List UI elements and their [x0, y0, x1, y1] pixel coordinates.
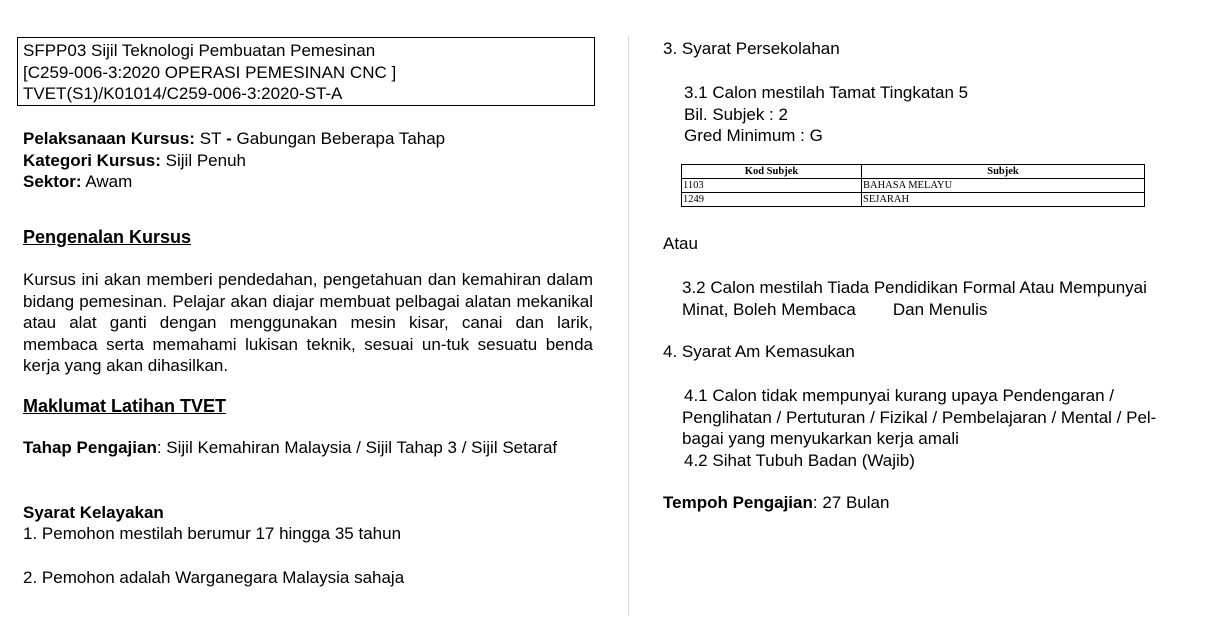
tempoh-value: : 27 Bulan: [812, 493, 890, 512]
col-header-subjek: Subjek: [862, 165, 1145, 179]
intro-heading: Pengenalan Kursus: [23, 227, 192, 247]
tempoh-pengajian: [663, 492, 889, 514]
bil-subjek: Bil. Subjek : 2: [684, 104, 788, 124]
kemasukan-req-1-line-2: Penglihatan / Pertuturan / Fizikal / Pembelajaran / Mental / Pel-: [682, 407, 1157, 427]
cell-subjek: SEJARAH: [862, 193, 1145, 207]
kategori-label: Kategori Kursus:: [23, 150, 161, 170]
table-row: [682, 193, 1145, 207]
cell-kod: 1249: [682, 193, 862, 207]
pelaksanaan-value: Gabungan Beberapa Tahap: [236, 129, 446, 148]
persekolahan-heading: 3. Syarat Persekolahan: [663, 39, 840, 58]
syarat-kelayakan-2: 2. Pemohon adalah Warganegara Malaysia sahaja: [23, 568, 405, 587]
kemasukan-req-1-line-3: bagai yang menyukarkan kerja amali: [682, 429, 959, 448]
table-row: [682, 179, 1145, 193]
intro-body: Kursus ini akan memberi pendedahan, pengetahuan dan kemahiran dalam bidang pemesinan. Pelajar akan diajar membuat pelbagai alatan mekanikal atau alat ganti dengan menggunakan mesin kisar, canai dan larik, membaca serta memahami lukisan teknik, sesuai un-tuk sesuatu benda kerja yang akan dihasilkan.: [23, 270, 593, 375]
req-tamat-tingkatan: 3.1 Calon mestilah Tamat Tingkatan 5: [684, 83, 969, 102]
req-2-line-2: [682, 299, 1212, 321]
tahap-pengajian: [23, 437, 568, 459]
tahap-value: : Sijil Kemahiran Malaysia / Sijil Tahap 3 / Sijil Setaraf: [156, 438, 558, 457]
tempoh-label: Tempoh Pengajian: [663, 493, 813, 512]
col-header-kod: Kod Subjek: [682, 165, 862, 179]
course-title-box: [17, 37, 595, 106]
tvet-heading: Maklumat Latihan TVET: [23, 396, 227, 416]
course-title-line-3: TVET(S1)/K01014/C259-006-3:2020-ST-A: [23, 84, 343, 103]
course-title-line-1: SFPP03 Sijil Teknologi Pembuatan Pemesinan: [23, 41, 376, 60]
kemasukan-reqs: [682, 385, 1214, 471]
column-divider: [628, 36, 629, 616]
req-2-line-2a: Minat, Boleh Membaca: [682, 299, 856, 319]
kemasukan-heading: 4. Syarat Am Kemasukan: [663, 342, 855, 361]
gred-minimum: Gred Minimum : G: [684, 126, 823, 145]
kategori-value: Sijil Penuh: [165, 150, 246, 170]
kemasukan-req-2: 4.2 Sihat Tubuh Badan (Wajib): [684, 450, 915, 470]
kategori-row: [23, 150, 603, 172]
pelaksanaan-row: [23, 128, 603, 150]
sektor-label: Sektor:: [23, 172, 82, 191]
pelaksanaan-separator: -: [221, 129, 237, 148]
subject-table: [681, 164, 1145, 207]
syarat-kelayakan-heading: Syarat Kelayakan: [23, 503, 164, 522]
pelaksanaan-label: Pelaksanaan Kursus:: [23, 129, 195, 148]
req-2-line-1: 3.2 Calon mestilah Tiada Pendidikan Formal Atau Mempunyai: [682, 278, 1147, 297]
kemasukan-req-1-line-1: 4.1 Calon tidak mempunyai kurang upaya Pendengaran /: [684, 386, 1115, 405]
course-title-line-2: [C259-006-3:2020 OPERASI PEMESINAN CNC ]: [23, 62, 397, 82]
atau-text: Atau: [663, 234, 698, 253]
sektor-value: Awam: [85, 172, 133, 191]
sektor-row: [23, 171, 603, 193]
cell-kod: 1103: [682, 179, 862, 193]
pelaksanaan-code: ST: [199, 129, 222, 148]
persekolahan-req-1: [684, 82, 968, 147]
persekolahan-req-2: [682, 277, 1212, 320]
cell-subjek: BAHASA MELAYU: [862, 179, 1145, 193]
syarat-kelayakan-1: 1. Pemohon mestilah berumur 17 hingga 35 tahun: [23, 524, 402, 543]
tahap-label: Tahap Pengajian: [23, 438, 157, 457]
subject-table-header: [682, 165, 1145, 179]
req-2-line-2b: Dan Menulis: [892, 299, 988, 319]
course-info: [23, 128, 603, 193]
